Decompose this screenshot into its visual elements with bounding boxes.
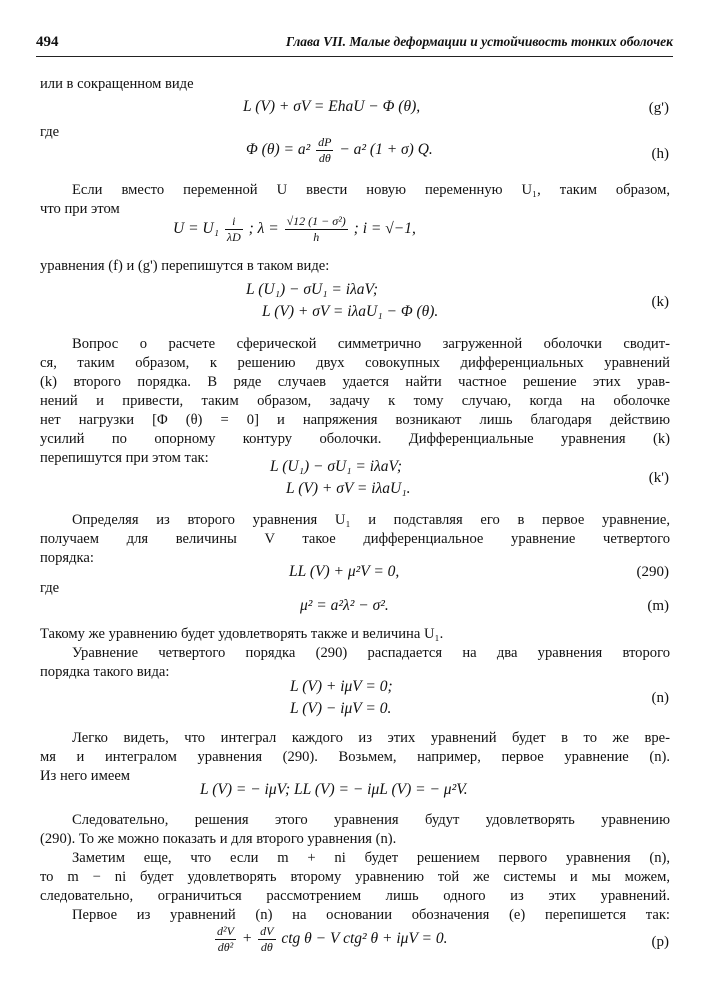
equation-k-line-1: L (U₁) − σU₁ = iλaV; — [246, 281, 379, 298]
equation-k-prime-line-2: L (V) + σV = iλaU₁. — [286, 480, 411, 497]
text-line: (k) второго порядка. В ряде случаев удается найти частное решение этих урав- — [40, 374, 670, 390]
equation-p-rest: ctg θ − V ctg² θ + iμV = 0. — [281, 930, 448, 948]
equation-n-line-1: L (V) + iμV = 0; — [290, 678, 393, 695]
text-line: уравнения (f) и (g') перепишутся в таком виде: — [40, 258, 330, 274]
fraction-i-lambda-d — [225, 214, 243, 245]
text-line: что при этом — [40, 201, 120, 217]
fraction-denominator: dθ — [318, 151, 331, 165]
text-line: Первое из уравнений (n) на основании обозначения (e) перепишется так: — [72, 907, 670, 923]
fraction-numerator: i — [225, 214, 243, 230]
text-line: Из него имеем — [40, 768, 131, 784]
equation-number-n: (n) — [651, 690, 669, 706]
equation-number-m: (m) — [647, 598, 669, 614]
fraction-numerator: dV — [260, 924, 274, 938]
text-line: Следовательно, решения этого уравнения будут удовлетворять уравнению — [72, 812, 670, 828]
text-line: Вопрос о расчете сферической симметрично загруженной оболочки сводит- — [72, 336, 670, 352]
text-line: порядка такого вида: — [40, 664, 170, 680]
running-head: Глава VII. Малые деформации и устойчивость тонких оболочек — [285, 34, 673, 49]
equation-p-plus: + — [241, 930, 253, 948]
equation-h — [246, 135, 433, 166]
fraction-dv-dtheta — [258, 924, 275, 955]
text-line: (290). То же можно показать и для второго уравнения (n). — [40, 831, 397, 847]
equation-k-prime-line-1: L (U₁) − σU₁ = iλaV; — [270, 458, 403, 475]
substitution-i: ; i = √−1, — [353, 220, 416, 238]
equation-lv: L (V) = − iμV; LL (V) = − iμL (V) = − μ²V. — [200, 781, 468, 798]
text-line: где — [40, 580, 60, 596]
text-line: Такому же уравнению будет удовлетворять также и величина U₁. — [40, 626, 444, 642]
text-line: порядка: — [40, 550, 94, 566]
equation-g-prime: L (V) + σV = EhaU − Φ (θ), — [243, 98, 421, 115]
equation-n-line-2: L (V) − iμV = 0. — [290, 700, 392, 717]
equation-p — [213, 924, 447, 955]
fraction-numerator: d²V — [217, 924, 234, 938]
fraction-denominator: λD — [226, 230, 241, 244]
equation-number-k-prime: (k') — [648, 470, 669, 486]
text-line: Заметим еще, что если m + ni будет решением первого уравнения (n), — [72, 850, 670, 866]
text-line: Определяя из второго уравнения U₁ и подставляя его в первое уравнение, — [72, 512, 670, 528]
page-number: 494 — [36, 34, 59, 50]
substitution-lambda: ; λ = — [248, 220, 279, 238]
fraction-denominator: dθ² — [217, 940, 234, 954]
text-line: Легко видеть, что интеграл каждого из этих уравнений будет в то же вре- — [72, 730, 670, 746]
equation-number-p: (p) — [651, 934, 669, 950]
text-line: усилий по опорному контуру оболочки. Дифференциальные уравнения (k) — [40, 431, 670, 447]
equation-h-left: Φ (θ) = a² — [246, 141, 311, 159]
fraction-denominator: h — [313, 230, 320, 244]
text-line: Если вместо переменной U ввести новую переменную U₁, таким образом, — [72, 182, 670, 198]
text-line: то m − ni будет удовлетворять второму уравнению той же системы и мы можем, — [40, 869, 670, 885]
text-line: перепишутся при этом так: — [40, 450, 209, 466]
fraction-dp-dtheta — [316, 135, 333, 166]
equation-h-right: − a² (1 + σ) Q. — [339, 141, 433, 159]
equation-number-h: (h) — [651, 146, 669, 162]
text-line: получаем для величины V такое дифференциальное уравнение четвертого — [40, 531, 670, 547]
text-line: нет нагрузки [Φ (θ) = 0] и напряжения возникают лишь благодаря действию — [40, 412, 670, 428]
page-header — [36, 34, 673, 57]
equation-number-g-prime: (g') — [648, 100, 669, 116]
fraction-denominator: dθ — [260, 940, 273, 954]
equation-290: LL (V) + μ²V = 0, — [289, 563, 400, 580]
fraction-lambda — [285, 214, 348, 245]
equation-number-290: (290) — [636, 564, 669, 580]
equation-number-k: (k) — [651, 294, 669, 310]
text-line: мя и интегралом уравнения (290). Возьмем, например, первое уравнение (n). — [40, 749, 670, 765]
equation-substitution — [173, 214, 416, 245]
text-line: ся, таким образом, к решению двух совокупных дифференциальных уравнений — [40, 355, 670, 371]
text-line: или в сокращенном виде — [40, 76, 194, 92]
text-line: Уравнение четвертого порядка (290) распадается на два уравнения второго — [72, 645, 670, 661]
fraction-d2v-dtheta2 — [215, 924, 236, 955]
text-line: где — [40, 124, 60, 140]
text-line: нений и привести, таким образом, задачу к тому случаю, когда на оболочке — [40, 393, 670, 409]
text-line: следовательно, ограничиться рассмотрением лишь одного из этих уравнений. — [40, 888, 670, 904]
equation-m: μ² = a²λ² − σ². — [300, 597, 389, 614]
substitution-u: U = U₁ — [173, 220, 219, 238]
fraction-numerator: dP — [318, 135, 332, 149]
equation-k-line-2: L (V) + σV = iλaU₁ − Φ (θ). — [262, 303, 439, 320]
fraction-numerator: √12 (1 − σ²) — [286, 214, 346, 228]
